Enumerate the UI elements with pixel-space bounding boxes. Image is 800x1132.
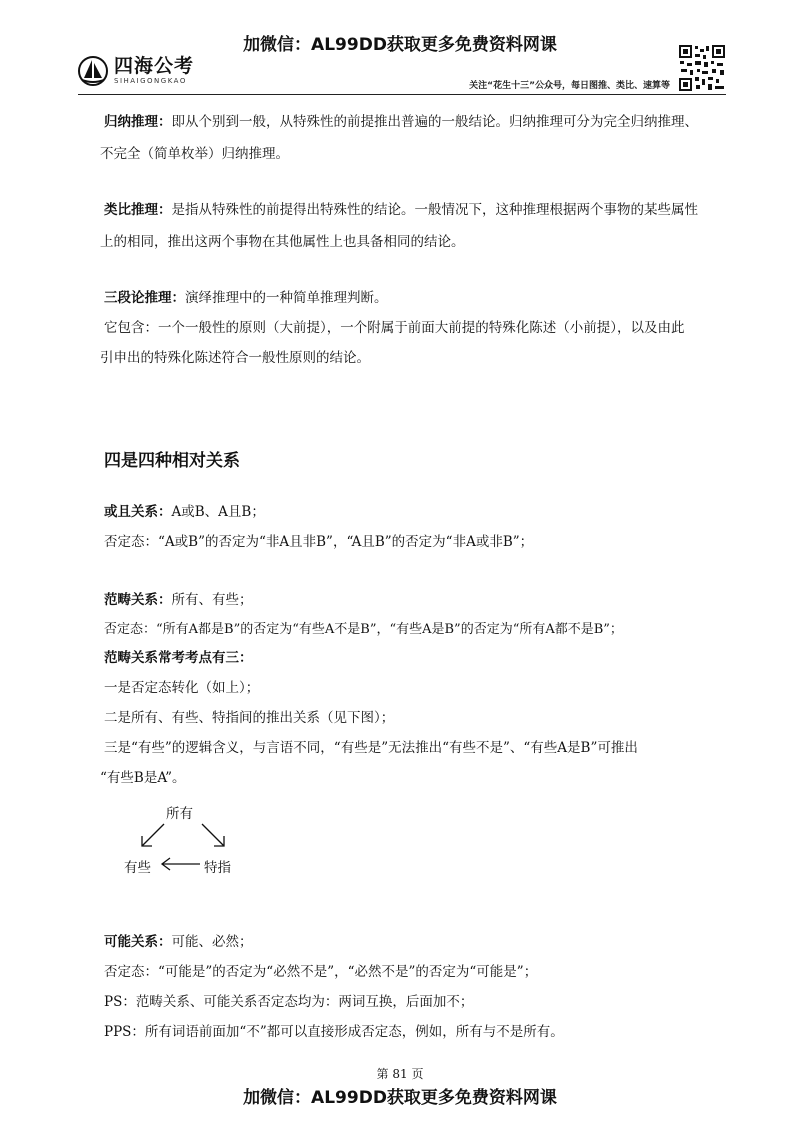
pps-note: PPS：所有词语前面加“不”都可以直接形成否定态，例如，所有与不是所有。 bbox=[104, 1024, 564, 1040]
term-modal: 可能关系： bbox=[104, 934, 172, 950]
or-and-negation: 否定态：“A或B”的否定为“非A且非B”，“A且B”的否定为“非A或非B”； bbox=[104, 534, 534, 550]
modal-paragraph bbox=[104, 932, 253, 954]
diagram-label-some: 有些 bbox=[124, 860, 151, 876]
diagram-label-specific: 特指 bbox=[204, 860, 231, 876]
induction-text: 即从个别到一般，从特殊性的前提推出普遍的一般结论。归纳推理可分为完全归纳推理、 bbox=[171, 114, 698, 130]
modal-negation: 否定态：“可能是”的否定为“必然不是”，“必然不是”的否定为“可能是”； bbox=[104, 964, 538, 980]
term-induction: 归纳推理： bbox=[104, 114, 172, 130]
header-note: 关注“花生十三”公众号，每日图推、类比、速算等 bbox=[469, 81, 670, 91]
page-header bbox=[78, 52, 726, 92]
syllogism-line-2: 它包含：一个一般性的原则（大前提），一个附属于前面大前提的特殊化陈述（小前提），以及由此 bbox=[104, 320, 685, 336]
header-divider bbox=[78, 94, 726, 95]
logo-name: 四海公考 bbox=[114, 55, 195, 77]
category-negation: 否定态：“所有A都是B”的否定为“有些A不是B”，“有些A是B”的否定为“所有A都不是B”； bbox=[104, 622, 623, 637]
or-and-paragraph bbox=[104, 502, 265, 524]
induction-paragraph bbox=[104, 112, 698, 134]
diagram-arrows bbox=[104, 800, 284, 880]
page-number: 第 81 页 bbox=[376, 1067, 424, 1081]
logo bbox=[78, 56, 194, 86]
syllogism-text: 演绎推理中的一种简单推理判断。 bbox=[185, 290, 388, 306]
syllogism-paragraph bbox=[104, 288, 388, 310]
analogy-text: 是指从特殊性的前提得出特殊性的结论。一般情况下，这种推理根据两个事物的某些属性 bbox=[171, 202, 698, 218]
induction-line-2: 不完全（简单枚举）归纳推理。 bbox=[100, 146, 289, 162]
syllogism-line-3: 引申出的特殊化陈述符合一般性原则的结论。 bbox=[100, 350, 370, 366]
category-point-3: 三是“有些”的逻辑含义，与言语不同，“有些是”无法推出“有些不是”、“有些A是B”可推出 bbox=[104, 740, 638, 756]
logo-subtitle: SIHAIGONGKAO bbox=[114, 77, 187, 85]
category-point-3-cont: “有些B是A”。 bbox=[100, 770, 186, 786]
arrow-all-to-some bbox=[142, 824, 164, 846]
inference-diagram bbox=[104, 800, 284, 880]
term-or-and: 或且关系： bbox=[104, 504, 172, 520]
sailboat-logo-icon bbox=[78, 56, 108, 86]
term-syllogism: 三段论推理： bbox=[104, 290, 185, 306]
ps-note: PS：范畴关系、可能关系否定态均为：两词互换，后面加不； bbox=[104, 994, 474, 1010]
analogy-paragraph bbox=[104, 200, 698, 222]
category-paragraph bbox=[104, 590, 253, 612]
analogy-line-2: 上的相同，推出这两个事物在其他属性上也具备相同的结论。 bbox=[100, 234, 465, 250]
or-and-desc: A或B、A且B； bbox=[171, 504, 265, 520]
section-heading: 四是四种相对关系 bbox=[104, 451, 240, 471]
category-point-2: 二是所有、有些、特指间的推出关系（见下图）； bbox=[104, 710, 395, 726]
arrow-all-to-specific bbox=[202, 824, 224, 846]
category-desc: 所有、有些； bbox=[171, 592, 253, 608]
term-category: 范畴关系： bbox=[104, 592, 172, 608]
category-point-1: 一是否定态转化（如上）； bbox=[104, 680, 260, 696]
qr-code-icon bbox=[678, 44, 726, 92]
diagram-label-all: 所有 bbox=[166, 806, 193, 822]
bottom-banner: 加微信：AL99DD获取更多免费资料网课 bbox=[243, 1088, 557, 1108]
top-banner: 加微信：AL99DD获取更多免费资料网课 bbox=[243, 35, 557, 55]
term-analogy: 类比推理： bbox=[104, 202, 172, 218]
modal-desc: 可能、必然； bbox=[171, 934, 253, 950]
category-points-title: 范畴关系常考考点有三： bbox=[104, 650, 253, 666]
